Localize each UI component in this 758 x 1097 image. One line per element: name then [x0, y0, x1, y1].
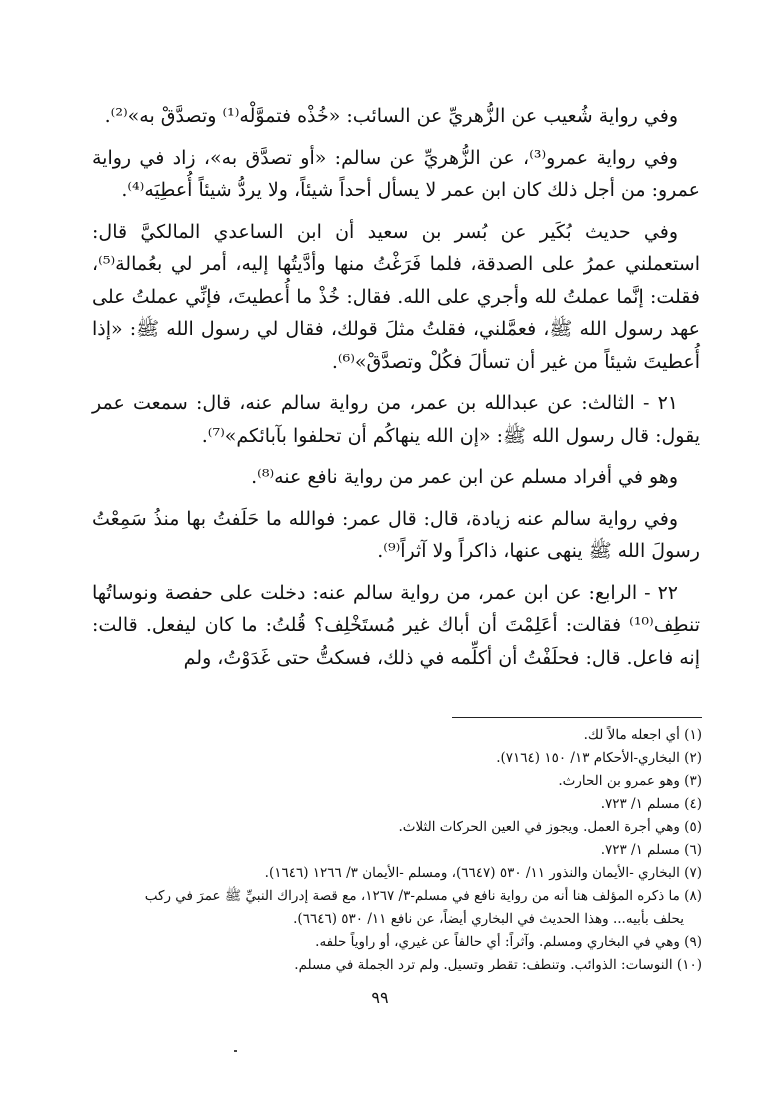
- paragraph: وهو في أفراد مسلم عن ابن عمر من رواية نافع عنه⁽⁸⁾.: [251, 466, 678, 488]
- footnote: (٩) وهي في البخاري ومسلم. وآثراً: أي حالفاً عن غيري، أو راوياً حلفه.: [315, 934, 702, 950]
- footnote: (٣) وهو عمرو بن الحارث.: [558, 773, 702, 789]
- paragraph: وفي حديث بُكَير عن بُسر بن سعيد أن ابن الساعدي المالكيَّ قال: استعملني عمرُ على الصدقة، فلما فَرَغْتُ منها وأدَّيتُها إليه، أمر لي بعُمالة⁽⁵⁾، فقلت: إنَّما عملتُ لله وأجري على الله. فقال: خُذْ ما أُعطيتَ، فإنِّي عملتُ على عهد رسول الله ﷺ، فعمَّلني، فقلتُ مثلَ قولك، فقال لي رسول الله ﷺ: «إذا أُعطيتَ شيئاً من غير أن تسألَ فكُلْ وتصدَّقْ»⁽⁶⁾.: [92, 220, 700, 373]
- footnote: (٦) مسلم ١/ ٧٢٣.: [600, 842, 702, 858]
- paragraph: ٢٢ - الرابع: عن ابن عمر، من رواية سالم عنه: دخلت على حفصة ونوساتُها تنطِف⁽¹⁰⁾ فقالت: أعَلِمْتَ أن أباك غير مُستَخْلِف؟ قُلتُ: ما كان ليفعل. قالت: إنه فاعل. قال: فحلَفْتُ أن أكلِّمه في ذلك، فسكتُّ حتى غَدَوْتُ، ولم: [92, 581, 700, 669]
- paragraph: ٢١ - الثالث: عن عبدالله بن عمر، من رواية سالم عنه، قال: سمعت عمر يقول: قال رسول الله ﷺ: «إن الله ينهاكُم أن تحلفوا بآبائكم»⁽⁷⁾.: [92, 392, 700, 447]
- footnote-divider: [452, 717, 702, 718]
- paragraph: وفي رواية عمرو⁽³⁾، عن الزُّهريِّ عن سالم: «أو تصدَّق به»، زاد في رواية عمرو: من أجل ذلك كان ابن عمر لا يسأل أحداً شيئاً، ولا يردُّ شيئاً أُعطِيَه⁽⁴⁾.: [92, 146, 700, 201]
- footnotes: [100, 724, 702, 977]
- footnote: (١) أي اجعله مالاً لك.: [583, 727, 702, 743]
- footnote: (١٠) النوسات: الذوائب. وتنطف: تقطر وتسيل. ولم ترد الجملة في مسلم.: [294, 957, 702, 973]
- footnote: (٨) ما ذكره المؤلف هنا أنه من رواية نافع في مسلم-٣/ ١٢٦٧، مع قصة إدراك النبيِّ ﷺ عمرَ في ركب: [144, 888, 702, 904]
- footnote-continuation: يحلف بأبيه... وهذا الحديث في البخاري أيضاً، عن نافع ١١/ ٥٣٠ (٦٦٤٦).: [293, 911, 684, 927]
- paragraph: وفي رواية شُعيب عن الزُّهريِّ عن السائب: «خُذْه فتموَّلْه⁽¹⁾ وتصدَّقْ به»⁽²⁾.: [104, 105, 678, 127]
- main-text: [92, 100, 700, 683]
- page-number: ٩٩: [371, 988, 389, 1007]
- footnote: (٧) البخاري -الأيمان والنذور ١١/ ٥٣٠ (٦٦٤٧)، ومسلم -الأيمان ٣/ ١٢٦٦ (١٦٤٦).: [264, 865, 702, 881]
- scan-speck: [234, 1050, 237, 1052]
- footnote: (٢) البخاري-الأحكام ١٣/ ١٥٠ (٧١٦٤).: [496, 750, 702, 766]
- footnote: (٤) مسلم ١/ ٧٢٣.: [600, 796, 702, 812]
- footnote: (٥) وهي أجرة العمل. ويجوز في العين الحركات الثلاث.: [398, 819, 702, 835]
- paragraph: وفي رواية سالم عنه زيادة، قال: قال عمر: فوالله ما حَلَفتُ بها منذُ سَمِعْتُ رسولَ الله ﷺ ينهى عنها، ذاكراً ولا آثراً⁽⁹⁾.: [92, 507, 700, 562]
